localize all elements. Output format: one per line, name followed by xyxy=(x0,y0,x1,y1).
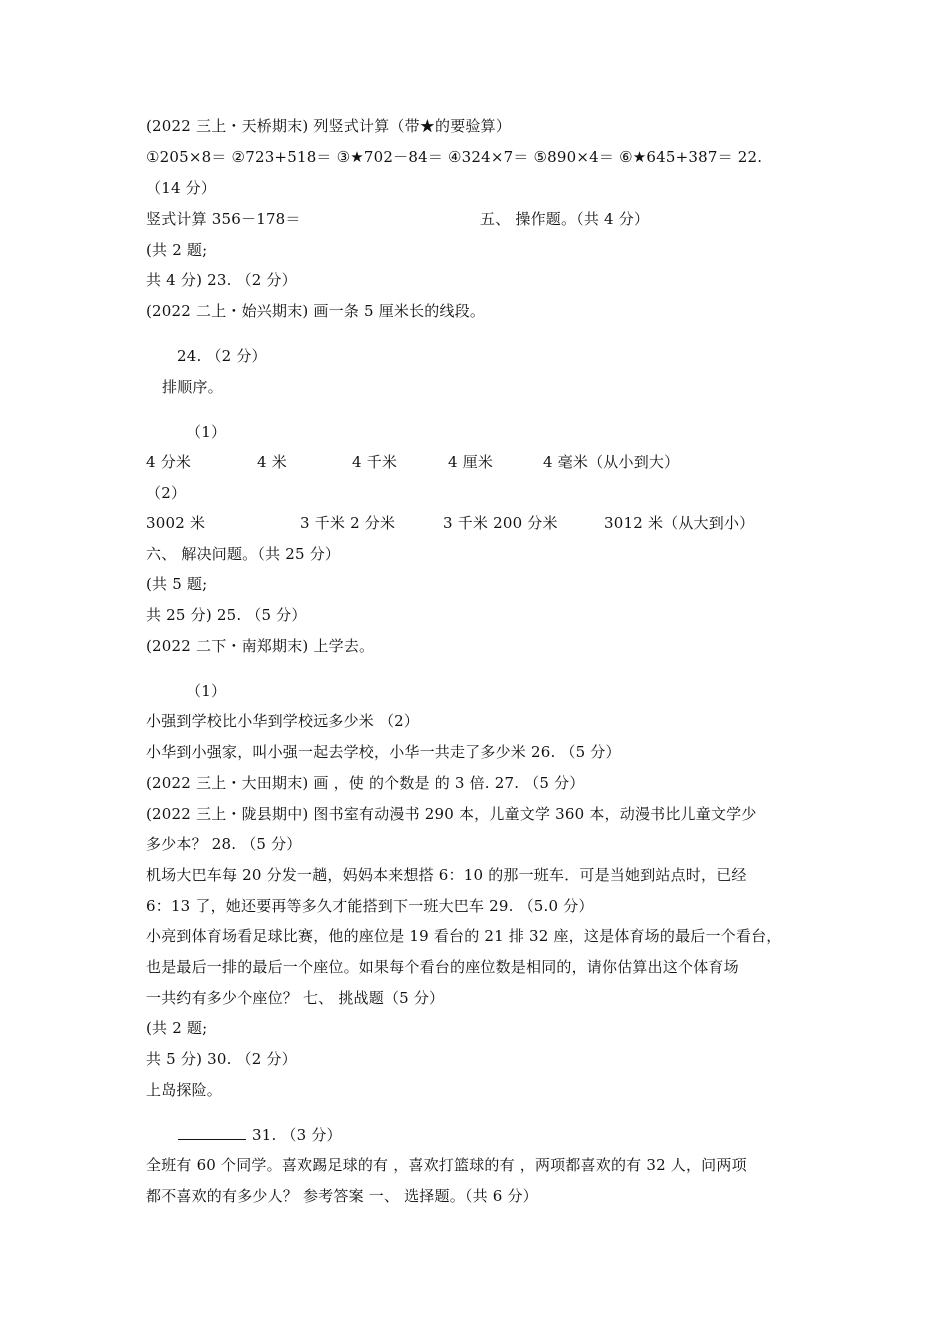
order-item: 3 千米 200 分米 xyxy=(443,514,558,532)
text-line: （14 分） xyxy=(146,179,217,197)
sub-question-label: （1） xyxy=(186,682,227,700)
sub-question-label: （1） xyxy=(186,423,227,441)
order-item: 3002 米 xyxy=(146,514,206,532)
question-number: 24. （2 分） xyxy=(177,347,267,365)
text-line: 共 25 分) 25. （5 分） xyxy=(146,606,307,624)
text-line: 都不喜欢的有多少人？ 参考答案 一、 选择题。（共 6 分） xyxy=(146,1187,538,1205)
order-item: 3012 米（从大到小） xyxy=(604,514,755,532)
text-line: (共 2 题; xyxy=(146,1019,208,1037)
text-line: 竖式计算 356－178＝ xyxy=(146,210,301,228)
question-number: 31. （3 分） xyxy=(252,1126,342,1144)
answer-blank-line xyxy=(178,1125,342,1145)
text-line: 共 4 分) 23. （2 分） xyxy=(146,271,297,289)
text-line: ①205×8＝ ②723+518＝ ③★702－84＝ ④324×7＝ ⑤890×4＝ ⑥★645+387＝ 22. xyxy=(146,148,763,166)
order-item: 4 千米 xyxy=(352,453,398,471)
text-line: 小强到学校比小华到学校远多少米 （2） xyxy=(146,712,420,730)
text-line: 上岛探险。 xyxy=(146,1081,223,1099)
text-line: (2022 三上・陇县期中) 图书室有动漫书 290 本，儿童文学 360 本，动漫书比儿童文学少 xyxy=(146,805,757,823)
order-item: 4 毫米（从小到大） xyxy=(543,453,680,471)
answer-blank[interactable] xyxy=(178,1125,246,1140)
text-line: (2022 三上・大田期末) 画 ，使 的个数是 的 3 倍. 27. （5 分） xyxy=(146,774,585,792)
order-item: 4 分米 xyxy=(146,453,192,471)
text-line: 共 5 分) 30. （2 分） xyxy=(146,1050,297,1068)
text-line: (2022 二上・始兴期末) 画一条 5 厘米长的线段。 xyxy=(146,302,486,320)
text-line: (2022 二下・南郑期末) 上学去。 xyxy=(146,637,375,655)
text-line: 也是最后一排的最后一个座位。如果每个看台的座位数是相同的，请你估算出这个体育场 xyxy=(146,958,739,976)
text-line: 机场大巴车每 20 分发一趟，妈妈本来想搭 6：10 的那一班车．可是当她到站点时，已经 xyxy=(146,866,747,884)
text-line: 6：13 了，她还要再等多久才能搭到下一班大巴车 29. （5.0 分） xyxy=(146,897,594,915)
text-line: 排顺序。 xyxy=(162,378,223,396)
order-item: 3 千米 2 分米 xyxy=(300,514,396,532)
order-item: 4 厘米 xyxy=(448,453,494,471)
sub-question-label: （2） xyxy=(146,484,187,502)
text-line: 小华到小强家，叫小强一起去学校，小华一共走了多少米 26. （5 分） xyxy=(146,743,621,761)
text-line: 小亮到体育场看足球比赛，他的座位是 19 看台的 21 排 32 座，这是体育场的最后一个看台， xyxy=(146,927,782,945)
section-heading: 六、 解决问题。（共 25 分） xyxy=(146,545,341,563)
text-line: (共 2 题; xyxy=(146,241,208,259)
text-line: (共 5 题; xyxy=(146,575,208,593)
text-line: 全班有 60 个同学。喜欢踢足球的有 ，喜欢打篮球的有 ，两项都喜欢的有 32 人，问两项 xyxy=(146,1156,747,1174)
text-line: 多少本？ 28. （5 分） xyxy=(146,835,302,853)
order-item: 4 米 xyxy=(257,453,287,471)
text-line: 一共约有多少个座位？ 七、 挑战题（5 分） xyxy=(146,989,445,1007)
text-line: (2022 三上・天桥期末) 列竖式计算（带★的要验算） xyxy=(146,117,512,135)
section-heading: 五、 操作题。（共 4 分） xyxy=(480,210,650,228)
